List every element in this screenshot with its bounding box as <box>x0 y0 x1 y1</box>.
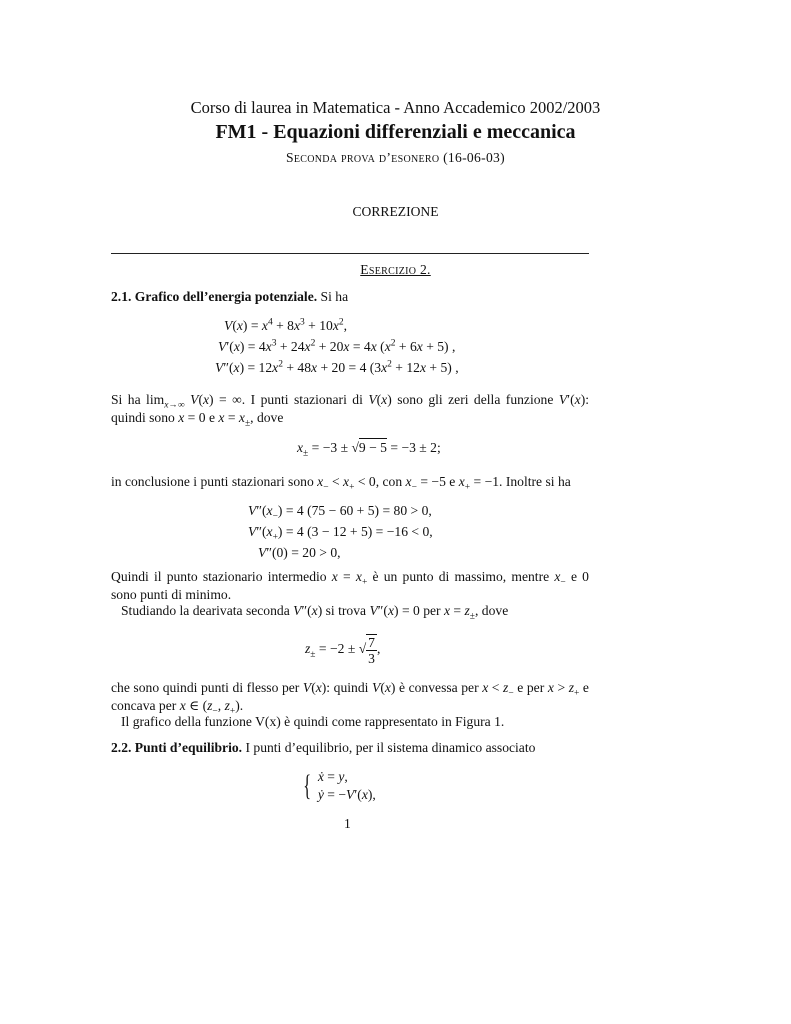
page-number: 1 <box>344 816 351 831</box>
correzione-label: CORREZIONE <box>352 204 439 219</box>
equation-v-second-xminus: $V''(x_-) = 4$ (75 − 60 + 5) = 80 > 0, <box>248 503 432 522</box>
equation-v-second-xplus: $V''(x_+) = 4$ (3 − 12 + 5) = −16 < 0, <box>248 524 433 543</box>
equation-v: $V(x) = x^4 + 8x^3 + 10x^2$, <box>224 317 348 333</box>
section-number: 2.2. <box>111 740 132 755</box>
section-2-1-heading <box>111 289 348 305</box>
equation-v-second: $V''(x) = 12x^2 + 48x + 20 = 4$ $(3x^2 + 12x + 5)$ , <box>215 359 459 375</box>
paragraph-max-min: Quindi il punto stazionario intermedio $x = x_+$ è un punto di massimo, mentre $x_-$ e 0 sono punti di minimo. <box>111 569 589 602</box>
section-title: Grafico dell’energia potenziale. <box>134 289 318 304</box>
paragraph-inflection: che sono quindi punti di flesso per V(x): quindi V(x) è convessa per $x < z_-$ e per $x > z_+$ e concava per x ∈ ($z_-$, $z_+$). <box>111 680 589 717</box>
document-title: FM1 - Equazioni differenziali e meccanica <box>215 121 576 143</box>
paragraph-figure-ref: Il grafico della funzione V(x) è quindi come rappresentato in Figura 1. <box>121 714 505 729</box>
exercise-heading: Esercizio 2. <box>360 262 431 277</box>
equation-system: { ẋ = y, ẏ = −V′(x), <box>303 769 376 802</box>
equation-v-prime: $V'(x) = 4x^3 + 24x^2 + 20x = 4x$ $(x^2 + 6x + 5)$ , <box>218 338 456 354</box>
paragraph-conclusion: in conclusione i punti stazionari sono $x_- < x_+ < 0$, con $x_- = -5$ e $x_+ = -1$. Inoltre si ha <box>111 474 571 493</box>
section-intro: Si ha <box>320 289 349 304</box>
paragraph-second-derivative: Studiando la dearivata seconda V″(x) si trova V″(x) = 0 per $x = z_\pm$, dove <box>121 603 509 622</box>
section-title: Punti d’equilibrio. <box>134 740 243 755</box>
document-subtitle: Seconda prova d’esonero (16-06-03) <box>286 150 505 165</box>
course-line: Corso di laurea in Matematica - Anno Accademico 2002/2003 <box>190 98 601 117</box>
section-2-2-heading <box>111 740 535 756</box>
section-number: 2.1. <box>111 289 132 304</box>
equation-x-pm: $x_\pm = -3 \pm √9 - 5 = -3 \pm 2$; <box>297 440 441 459</box>
section-intro: I punti d’equilibrio, per il sistema dinamico associato <box>245 740 536 755</box>
equation-z-pm: $z_\pm = -2$ ± √ $\frac{7}{3}$ , <box>305 635 381 666</box>
equation-v-second-zero: V″(0) = 20 > 0, <box>258 545 341 560</box>
horizontal-rule <box>111 253 589 254</box>
paragraph-stationary-points: Si ha $\lim_{x\to\infty} V(x)$ = ∞. I punti stazionari di V(x) sono gli zeri della funzione V′(x): quindi sono x = 0 e $x = x_\pm$, dove <box>111 392 589 429</box>
